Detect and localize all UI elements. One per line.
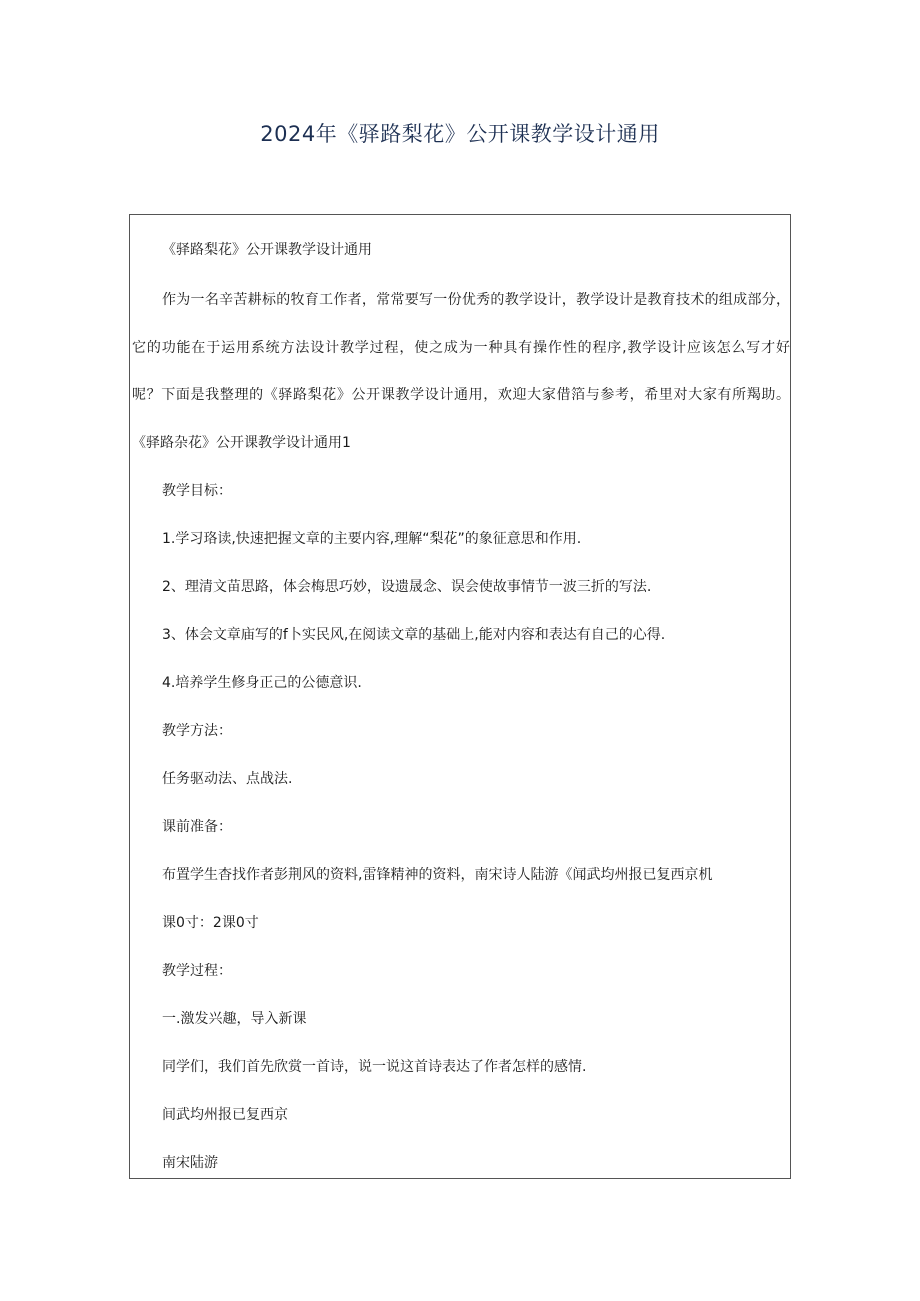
goals-heading: 教学目标：	[162, 483, 232, 499]
content-box	[129, 214, 791, 1179]
intro-line-2: 它的功能在于运用系统方法设计教学过程，使之成为一种具有操作性的程序,教学设计应该怎么写才好	[132, 340, 790, 356]
class-hours: 课0寸：2课0寸	[162, 915, 259, 931]
section-heading: 《驿路杂花》公开课教学设计通用1	[132, 435, 351, 451]
step-1-heading: 一.激发兴趣，导入新课	[162, 1011, 307, 1027]
methods-text: 任务驱动法、点战法.	[162, 771, 293, 787]
doc-subtitle: 《驿路梨花》公开课教学设计通用	[162, 242, 372, 258]
goal-item-1: 1.学习珞读,快速把握文章的主要内容,理解“梨花”的象征意思和作用.	[162, 531, 582, 547]
poem-author: 南宋陆游	[162, 1155, 218, 1171]
intro-line-3: 呢？下面是我整理的《驿路梨花》公开课教学设计通用，欢迎大家借箔与参考，希里对大家有所羯助。	[132, 387, 790, 403]
preparation-text: 布置学生杳找作者彭荆风的资料,雷锋精神的资料，南宋诗人陆游《闻武均州报已复西京机	[162, 867, 713, 883]
goal-item-3: 3、体会文章庙写的f卜实民风,在阅读文章的基础上,能对内容和表达有自己的心得.	[162, 627, 666, 643]
preparation-heading: 课前准备：	[162, 819, 232, 835]
poem-title: 间武均州报已复西京	[162, 1107, 288, 1123]
goal-item-2: 2、理清文苗思路，体会梅思巧妙，设遗晟念、误会使故事情节一波三折的写法.	[162, 579, 652, 595]
methods-heading: 教学方法：	[162, 723, 232, 739]
intro-line-1: 作为一名辛苦耕标的牧育工作者，常常要写一份优秀的教学设计，教学设计是教育技术的组成部分，	[162, 292, 790, 308]
step-1-text: 同学们，我们首先欣赏一首诗，说一说这首诗表达了作者怎样的感情.	[162, 1059, 587, 1075]
process-heading: 教学过程：	[162, 963, 232, 979]
goal-item-4: 4.培养学生修身正己的公德意识.	[162, 675, 362, 691]
page-title: 2024年《驿路梨花》公开课教学设计通用	[260, 122, 660, 146]
